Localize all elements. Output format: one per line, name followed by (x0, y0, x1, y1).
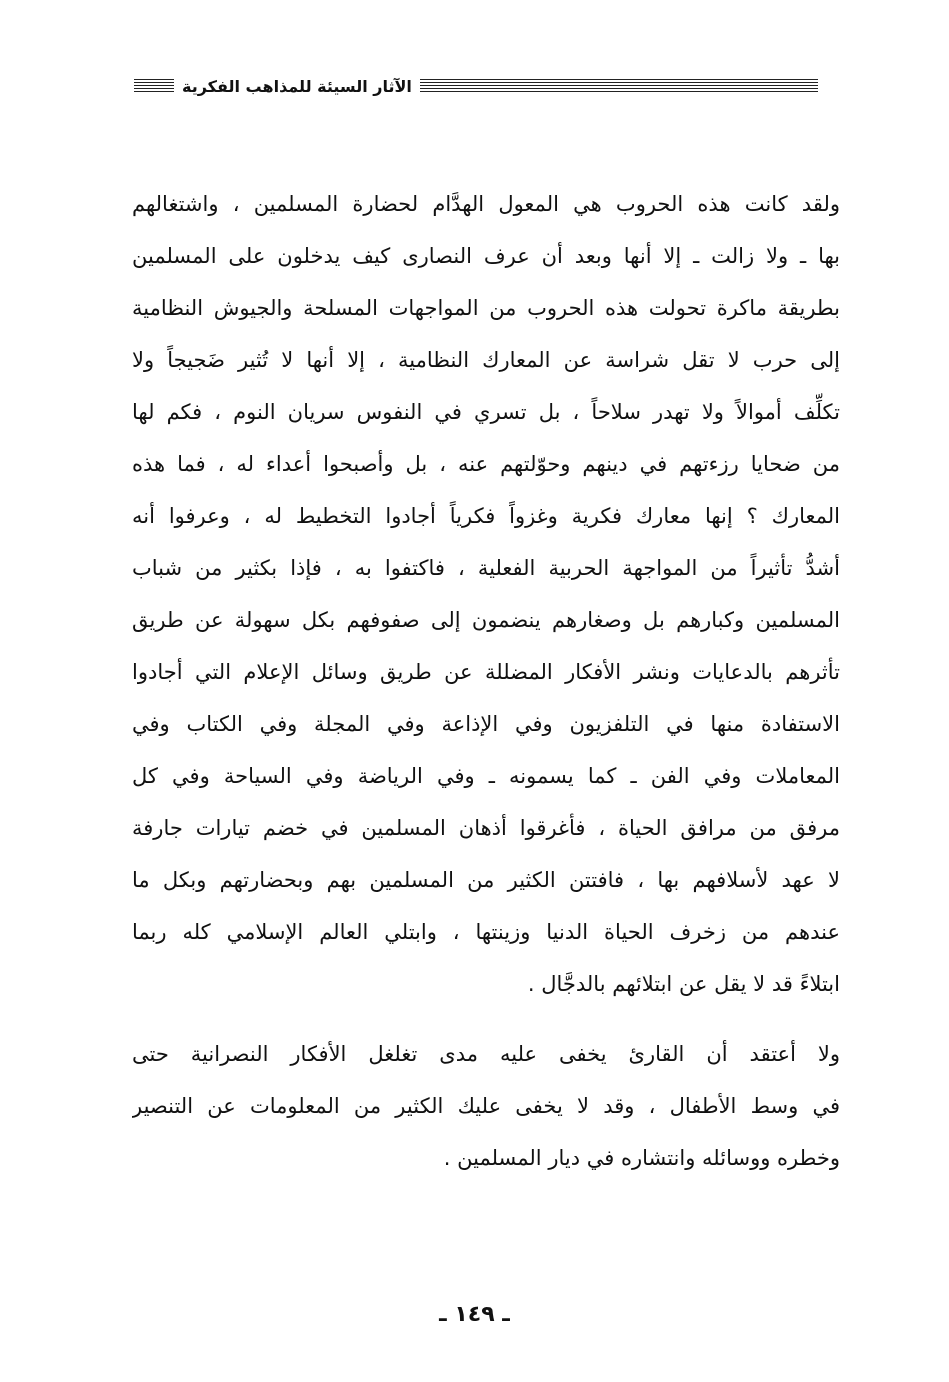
paragraph-1 (132, 178, 840, 1010)
text-line: ابتلاءً قد لا يقل عن ابتلائهم بالدجَّال . (527, 972, 840, 996)
text-line: أشدُّ تأثيراً من المواجهة الحربية الفعلية ، فاكتفوا به ، فإذا بكثير من شباب (132, 556, 840, 580)
text-line: ولا أعتقد أن القارئ يخفى عليه مدى تغلغل الأفكار النصرانية حتى (132, 1042, 840, 1066)
text-line: في وسط الأطفال ، وقد لا يخفى عليك الكثير من المعلومات عن التنصير (132, 1094, 840, 1118)
text-line: ولقد كانت هذه الحروب هي المعول الهدَّام لحضارة المسلمين ، واشتغالهم (132, 192, 840, 216)
text-line: تأثرهم بالدعايات ونشر الأفكار المضللة عن طريق وسائل الإعلام التي أجادوا (132, 660, 840, 684)
text-line: المعاملات وفي الفن ـ كما يسمونه ـ وفي الرياضة وفي السياحة وفي كل (132, 764, 840, 788)
text-line: إلى حرب لا تقل شراسة عن المعارك النظامية ، إلا أنها لا تُثير ضَجيجاً ولا (132, 348, 840, 372)
text-line: بها ـ ولا زالت ـ إلا أنها وبعد أن عرف النصارى كيف يدخلون على المسلمين (132, 244, 840, 268)
text-line: وخطره ووسائله وانتشاره في ديار المسلمين . (443, 1146, 840, 1170)
text-line: بطريقة ماكرة تحولت هذه الحروب من المواجهات المسلحة والجيوش النظامية (132, 296, 840, 320)
page-number: ـ ١٤٩ ـ (439, 1302, 510, 1327)
header-rule-left (134, 79, 174, 93)
text-line: من ضحايا رزءتهم في دينهم وحوّلتهم عنه ، بل وأصبحوا أعداء له ، فما هذه (132, 452, 840, 476)
text-line: مرفق من مرافق الحياة ، فأغرقوا أذهان المسلمين في خضم تيارات جارفة (132, 816, 840, 840)
running-header (134, 74, 818, 98)
text-line: لا عهد لأسلافهم بها ، فافتتن الكثير من المسلمين بهم وبحضارتهم وبكل ما (132, 868, 840, 892)
main-text (132, 178, 840, 1184)
text-line: تكلِّف أموالاً ولا تهدر سلاحاً ، بل تسري في النفوس سريان النوم ، فكم لها (132, 400, 840, 424)
header-rule-right (420, 79, 818, 93)
text-line: عندهم من زخرف الحياة الدنيا وزينتها ، وابتلي العالم الإسلامي كله ربما (132, 920, 840, 944)
text-line: الاستفادة منها في التلفزيون وفي الإذاعة وفي المجلة وفي الكتاب وفي (132, 712, 840, 736)
text-line: المسلمين وكبارهم بل وصغارهم ينضمون إلى صفوفهم بكل سهولة عن طريق (132, 608, 840, 632)
text-line: المعارك ؟ إنها معارك فكرية وغزواً فكرياً أجادوا التخطيط له ، وعرفوا أنه (132, 504, 840, 528)
paragraph-2 (132, 1028, 840, 1184)
header-title: الآثار السيئة للمذاهب الفكرية (182, 76, 412, 96)
